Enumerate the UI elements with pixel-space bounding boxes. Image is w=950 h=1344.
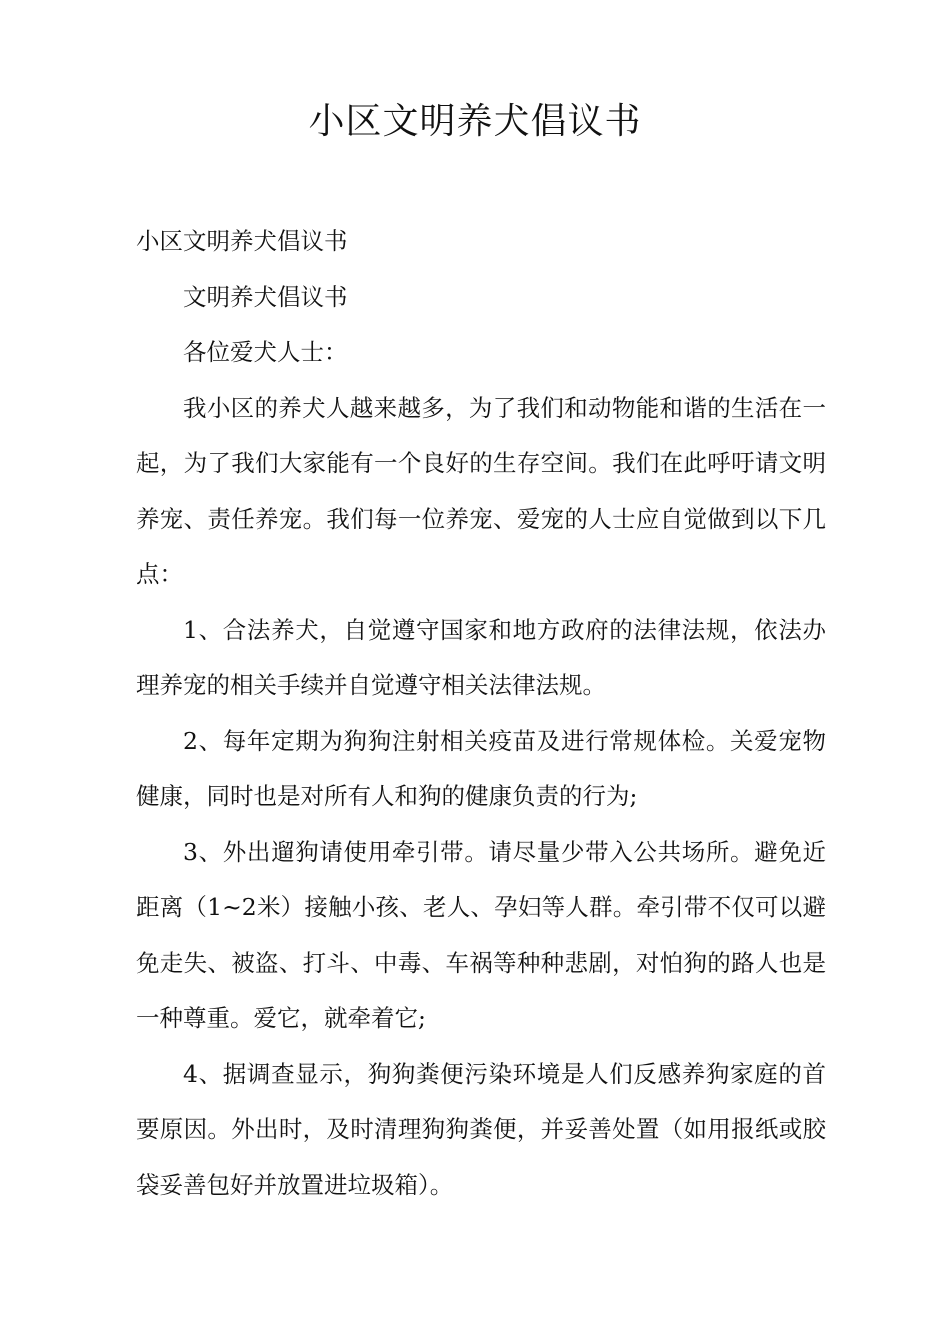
document-title: 小区文明养犬倡议书 [308,101,642,142]
paragraph-subtitle: 文明养犬倡议书 [183,282,348,311]
paragraph-item-1: 1、合法养犬，自觉遵守国家和地方政府的法律法规，依法办理养宠的相关手续并自觉遵守相关法律法规。 [136,615,826,699]
paragraph-heading: 小区文明养犬倡议书 [136,227,348,255]
paragraph-item-2: 2、每年定期为狗狗注射相关疫苗及进行常规体检。关爱宠物健康，同时也是对所有人和狗的健康负责的行为; [136,726,826,810]
paragraph-item-3: 3、外出遛狗请使用牵引带。请尽量少带入公共场所。避免近距离（1~2米）接触小孩、老人、孕妇等人群。牵引带不仅可以避免走失、被盗、打斗、中毒、车祸等种种悲剧，对怕狗的路人也是一种尊重。爱它，就牵着它; [136,837,826,1032]
paragraph-item-4: 4、据调查显示，狗狗粪便污染环境是人们反感养狗家庭的首要原因。外出时，及时清理狗狗粪便，并妥善处置（如用报纸或胶袋妥善包好并放置进垃圾箱）。 [136,1059,826,1199]
document-body [136,214,826,1213]
paragraph-salutation: 各位爱犬人士： [183,338,348,366]
paragraph-intro: 我小区的养犬人越来越多，为了我们和动物能和谐的生活在一起，为了我们大家能有一个良好的生存空间。我们在此呼吁请文明养宠、责任养宠。我们每一位养宠、爱宠的人士应自觉做到以下几点： [136,393,826,588]
